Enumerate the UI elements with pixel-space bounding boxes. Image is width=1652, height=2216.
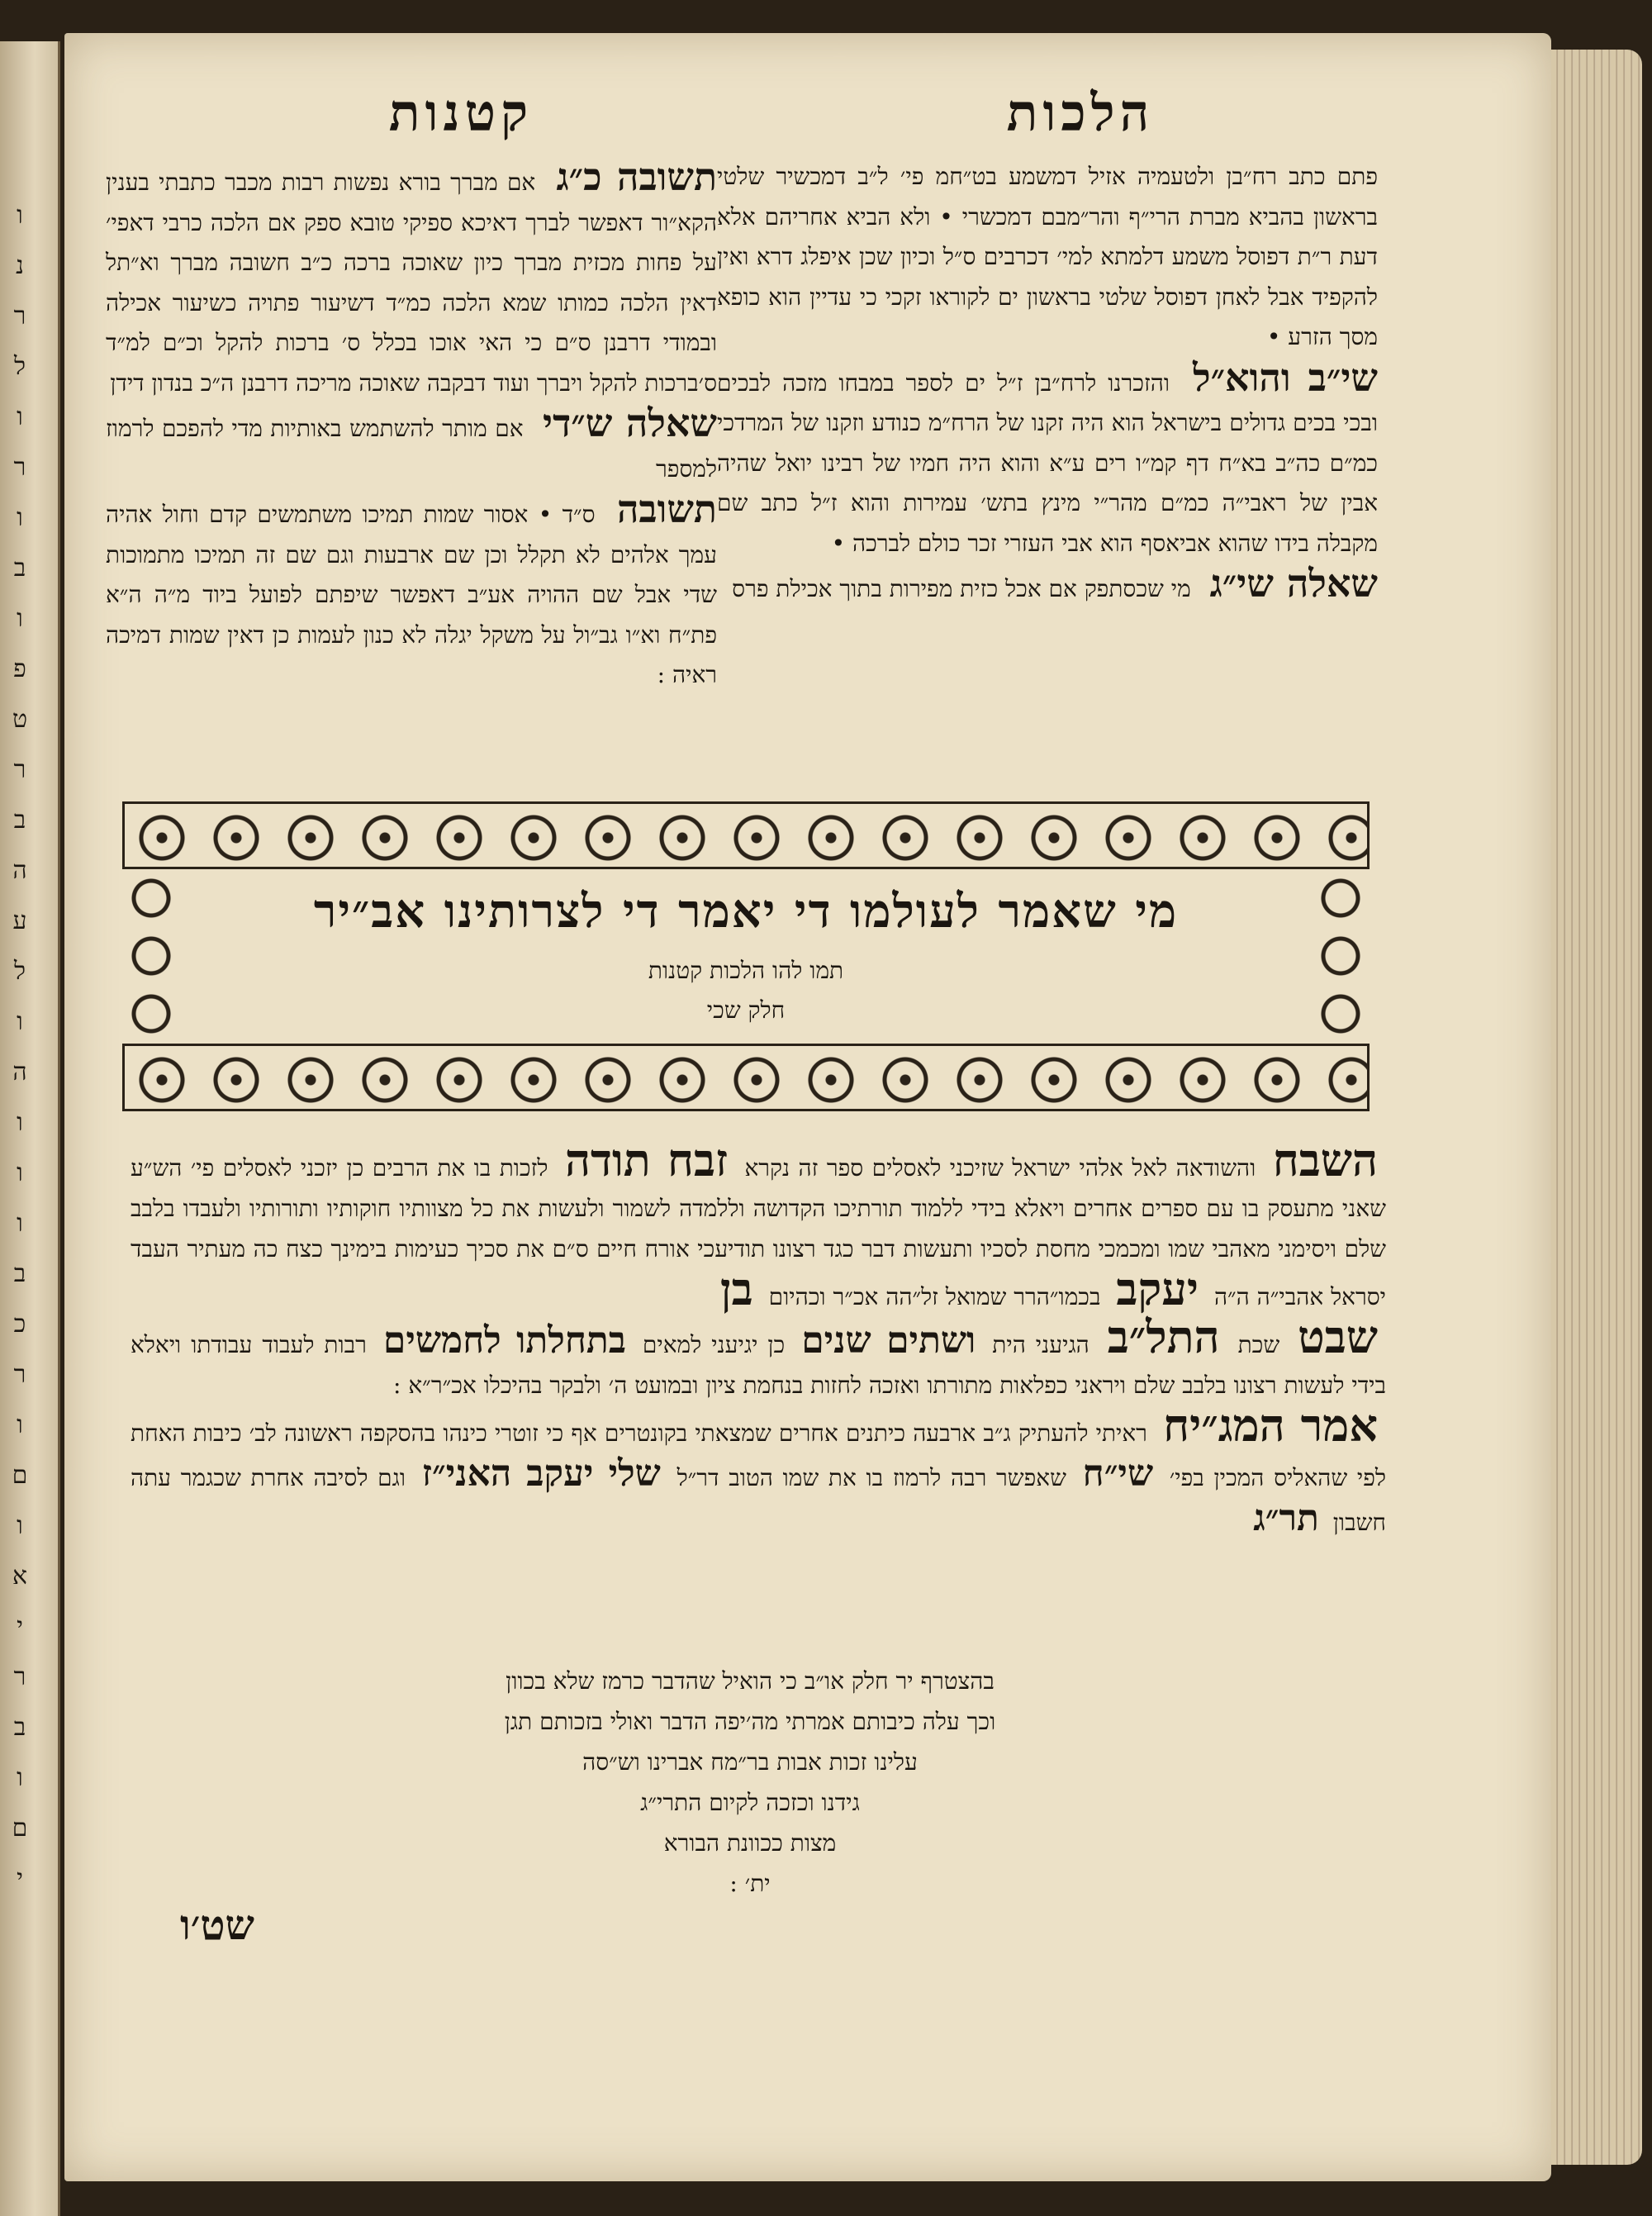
colophon-title: מי שאמר לעולמו די יאמר די לצרותינו אב״יר [313,884,1179,939]
closing-line: עלינו זכות אבות בר״מח אברינו וש״סה [582,1748,918,1776]
previous-page-letter: ו [17,1007,23,1036]
ornamental-frame [122,801,1370,1111]
display-word: התל״ב [1107,1310,1220,1363]
previous-page-letter: ה [12,1058,27,1087]
paragraph: מי שכסתפק אם אכל כזית מפירות בתוך אכילת פרס [732,575,1191,602]
previous-page-letter: ו [17,402,23,431]
closing-line: גידנו וכזכה לקיום התרי״ג [640,1789,860,1816]
paragraph: והזכרנו לרח״בן ז״ל ים לספר במבחו מזכה לבכים ובכי בכים גדולים בישראל הוא היה זקנו של הרח״מ כנודע וזקנו של המרדכי כמ״ם כה״ב בא״ח דף קמ״ו רים ע״א והוא היה חמיו של רבינו יואל שהיה אבין של ראבי״ה כמ״ם מהר״י מינץ בתש׳ עמירות והוא ז״ל כתב שם מקבלה בידו שהוא אביאסף הוא אבי העזרי זכר כולם לברכה • [717,369,1378,557]
previous-page-letter: ב [13,806,26,835]
previous-page-letter: ר [13,1662,26,1691]
previous-page-letter: י [17,1864,23,1893]
running-head-right: הלכות [1006,83,1155,143]
previous-page-letter: כ [13,1310,26,1339]
display-word: ושתים שנים [801,1320,976,1362]
section-heading: שאלה שי״ג [1209,561,1378,606]
previous-page-letter: י [17,1612,23,1641]
closing-lines [378,1661,1122,1904]
text-run: לזכות בו את הרבים כן יזכני לאסלים פי׳ הש״ע שאני מתעסק בו עם ספרים אחרים ויאלא בידי ללמוד תורתיכו הקדושה וללמדה לשמור ולעשות את כל מצוותיו חוקותיו ותורותיו ולעבדו בלבב שלם ויסימני מאהבי שמו ומכמכי מחסת לסכיו ותעשות דבר כגד רצונו תודיעכי אורח חיים ס״ם את סכיך כעימות בימינך כצח כה מעתיר העבד יסראל אהבי״ה ה״ה [131,1154,1386,1310]
page [64,33,1551,2181]
section-heading: שאלה ש״די [543,401,717,445]
display-word: יעקב [1116,1263,1199,1315]
ornament-side-right [1312,869,1370,1044]
text-run: רבות לעבוד עבודתו ויאלא בידי לעשות רצונו בלבב שלם ויראני כפלאות מתורתו ואזכה לחזות בנחמת ציון ובמועט ה׳ ולבקר בהיכלו אכ״ר״א : [131,1331,1386,1399]
previous-page-letter: ו [17,201,23,230]
text-run: שאפשר רבה לרמוז בו את שמו הטוב דר״ל [676,1464,1066,1491]
previous-page-letter: ו [17,604,23,633]
previous-page-edge [0,41,60,2216]
previous-page-letter: נ [16,251,24,280]
previous-page-letter: ו [17,1158,23,1187]
previous-page-letter: ר [13,453,26,482]
previous-page-letter: ב [13,1259,26,1288]
closing-line: ית׳ : [729,1870,771,1897]
previous-page-letter: א [12,1562,27,1591]
paragraph: אם מברך בורא נפשות רבות מכבר כתבתי בענין הקא״ור דאפשר לברך דאיכא ספיקי טובא ספק אם הלכה כרבי דאפי׳ על פחות מכזית מברך כיון שאוכה ברכה כ״ב חשובה מברך וא״תל דאין הלכה כמותו שמא הלכה כמ״ד דשיעור פתויה כשיעור אכילה ובמודי דרבנן ס״ם כי האי אוכו בכלל ס׳ ברכות להקל וכ״ם למ״ד ס׳ברכות להקל ויברך ועוד דבקבה שאוכה מריכה דרבנן ה״כ בנדון דידן [106,169,717,397]
previous-page-letter: ו [17,1410,23,1439]
previous-page-letter: ו [17,1763,23,1792]
closing-text [131,1134,1387,1543]
display-word: תר״ג [1253,1497,1319,1539]
display-word: בן [719,1263,753,1315]
display-word: בתחלתו לחמשים [382,1320,626,1362]
closing-line: וכך עלה כיבותם אמרתי מה׳יפה הדבר ואולי בזכותם תגן [504,1708,996,1735]
text-run: הגיעני הית [992,1331,1089,1358]
text-run: וגם לסיבה אחרת שכגמר עתה חשבון [131,1464,1386,1536]
display-word: זבח תודה [564,1134,729,1186]
text-run: בכמו״הרר שמואל זל״הה אכ״ר וכהיום [768,1283,1101,1310]
text-run: ראיתי להעתיק ג״ב ארבעה כיתנים אחרים שמצאתי בקונטרים אף כי זוטרי כינהו בהסקפה ראשונה לב׳ כיבות האחת לפי שהאליס המכין בפי׳ [131,1419,1387,1491]
display-word: אמר המג״יח [1163,1399,1378,1452]
running-head-left: קטנות [388,83,534,143]
ornament-side-left [122,869,180,1044]
previous-page-letter: ם [12,1814,28,1843]
display-word: השבח [1272,1134,1379,1186]
paragraph: ס״ד • אסור שמות תמיכו משתמשים קדם וחול אהיה עמך אלהים לא תקלל וכן שם ארבעות וגם שם זה תמיכו מתמוכות שדי אבל שם ההויה אע״ב דאפשר שיפתם לפועל ביוד מ״ה ה״א פת״ח וא״ו גב״ול על משקל יגלה לא כנון לעמות כן דאין שמות דמיכה ראיה : [106,501,717,688]
column-right [717,157,1378,610]
folio-number: שט׳ו [180,1900,254,1949]
previous-page-letters [3,190,36,1904]
previous-page-letter: ו [17,1209,23,1238]
column-left [106,157,717,696]
section-heading: שי״ב והוא״ל [1193,354,1378,400]
section-heading: תשובה [616,487,717,531]
closing-line: בהצטרף יר חלק או״ב כי הואיל שהדבר כרמז שלא בכוון [506,1667,995,1695]
previous-page-letter: ם [12,1461,28,1490]
ornament-band-bottom [122,1044,1370,1111]
previous-page-letter: ו [17,1108,23,1137]
previous-page-letter: ל [13,957,26,986]
previous-page-letter: ב [13,1713,26,1742]
previous-page-letter: ו [17,503,23,532]
previous-page-letter: ר [13,755,26,784]
text-run: שכת [1237,1331,1280,1358]
ornament-band-top [122,801,1370,869]
previous-page-letter: ו [17,1511,23,1540]
colophon-subtitle: תמו להו הלכות קטנות [648,957,844,984]
previous-page-letter: ר [13,302,26,330]
previous-page-letter: ט [12,705,28,734]
colophon-part: חלק שכי [706,996,786,1024]
text-run: והשודאה לאל אלהי ישראל שזיכני לאסלים ספר זה נקרא [744,1154,1256,1182]
previous-page-letter: ב [13,554,26,583]
closing-line: מצות ככוונת הבורא [663,1829,837,1857]
previous-page-letter: ל [13,352,26,381]
previous-page-letter: פ [13,654,26,683]
paragraph: אם מותר להשתמש באותיות מדי להפכם לרמוז למספר [106,415,717,483]
previous-page-letter: ר [13,1360,26,1389]
previous-page-letter: ע [12,906,27,935]
page-block-edges [1551,50,1642,2165]
previous-page-letter: ה [12,856,27,885]
paragraph: פתם כתב רח״בן ולטעמיה אזיל דמשמע בט״חמ פי׳ ל״ב דמכשיר שלטי בראשון בהביא מברת הרי״ף והר״מבם דמכשרי • ולא הביא אחריהם אלא דעת ר״ת דפוסל משמע דלמתא למי׳ דכרבים ס״ל וכיון שכן איפלג דרא ואין להקפיד אבל לאחן דפוסל שלטי בראשון ים לקוראו זקכי כי עדיין הוא כופא מסך הזרע • [717,163,1378,350]
text-run: כן יגיעני למאים [642,1331,786,1358]
display-word: שבט [1298,1310,1379,1363]
display-word: שלי יעקב האני״ז [421,1453,661,1495]
display-word: שי״ח [1082,1453,1154,1495]
section-heading: תשובה כ״ג [556,155,717,199]
